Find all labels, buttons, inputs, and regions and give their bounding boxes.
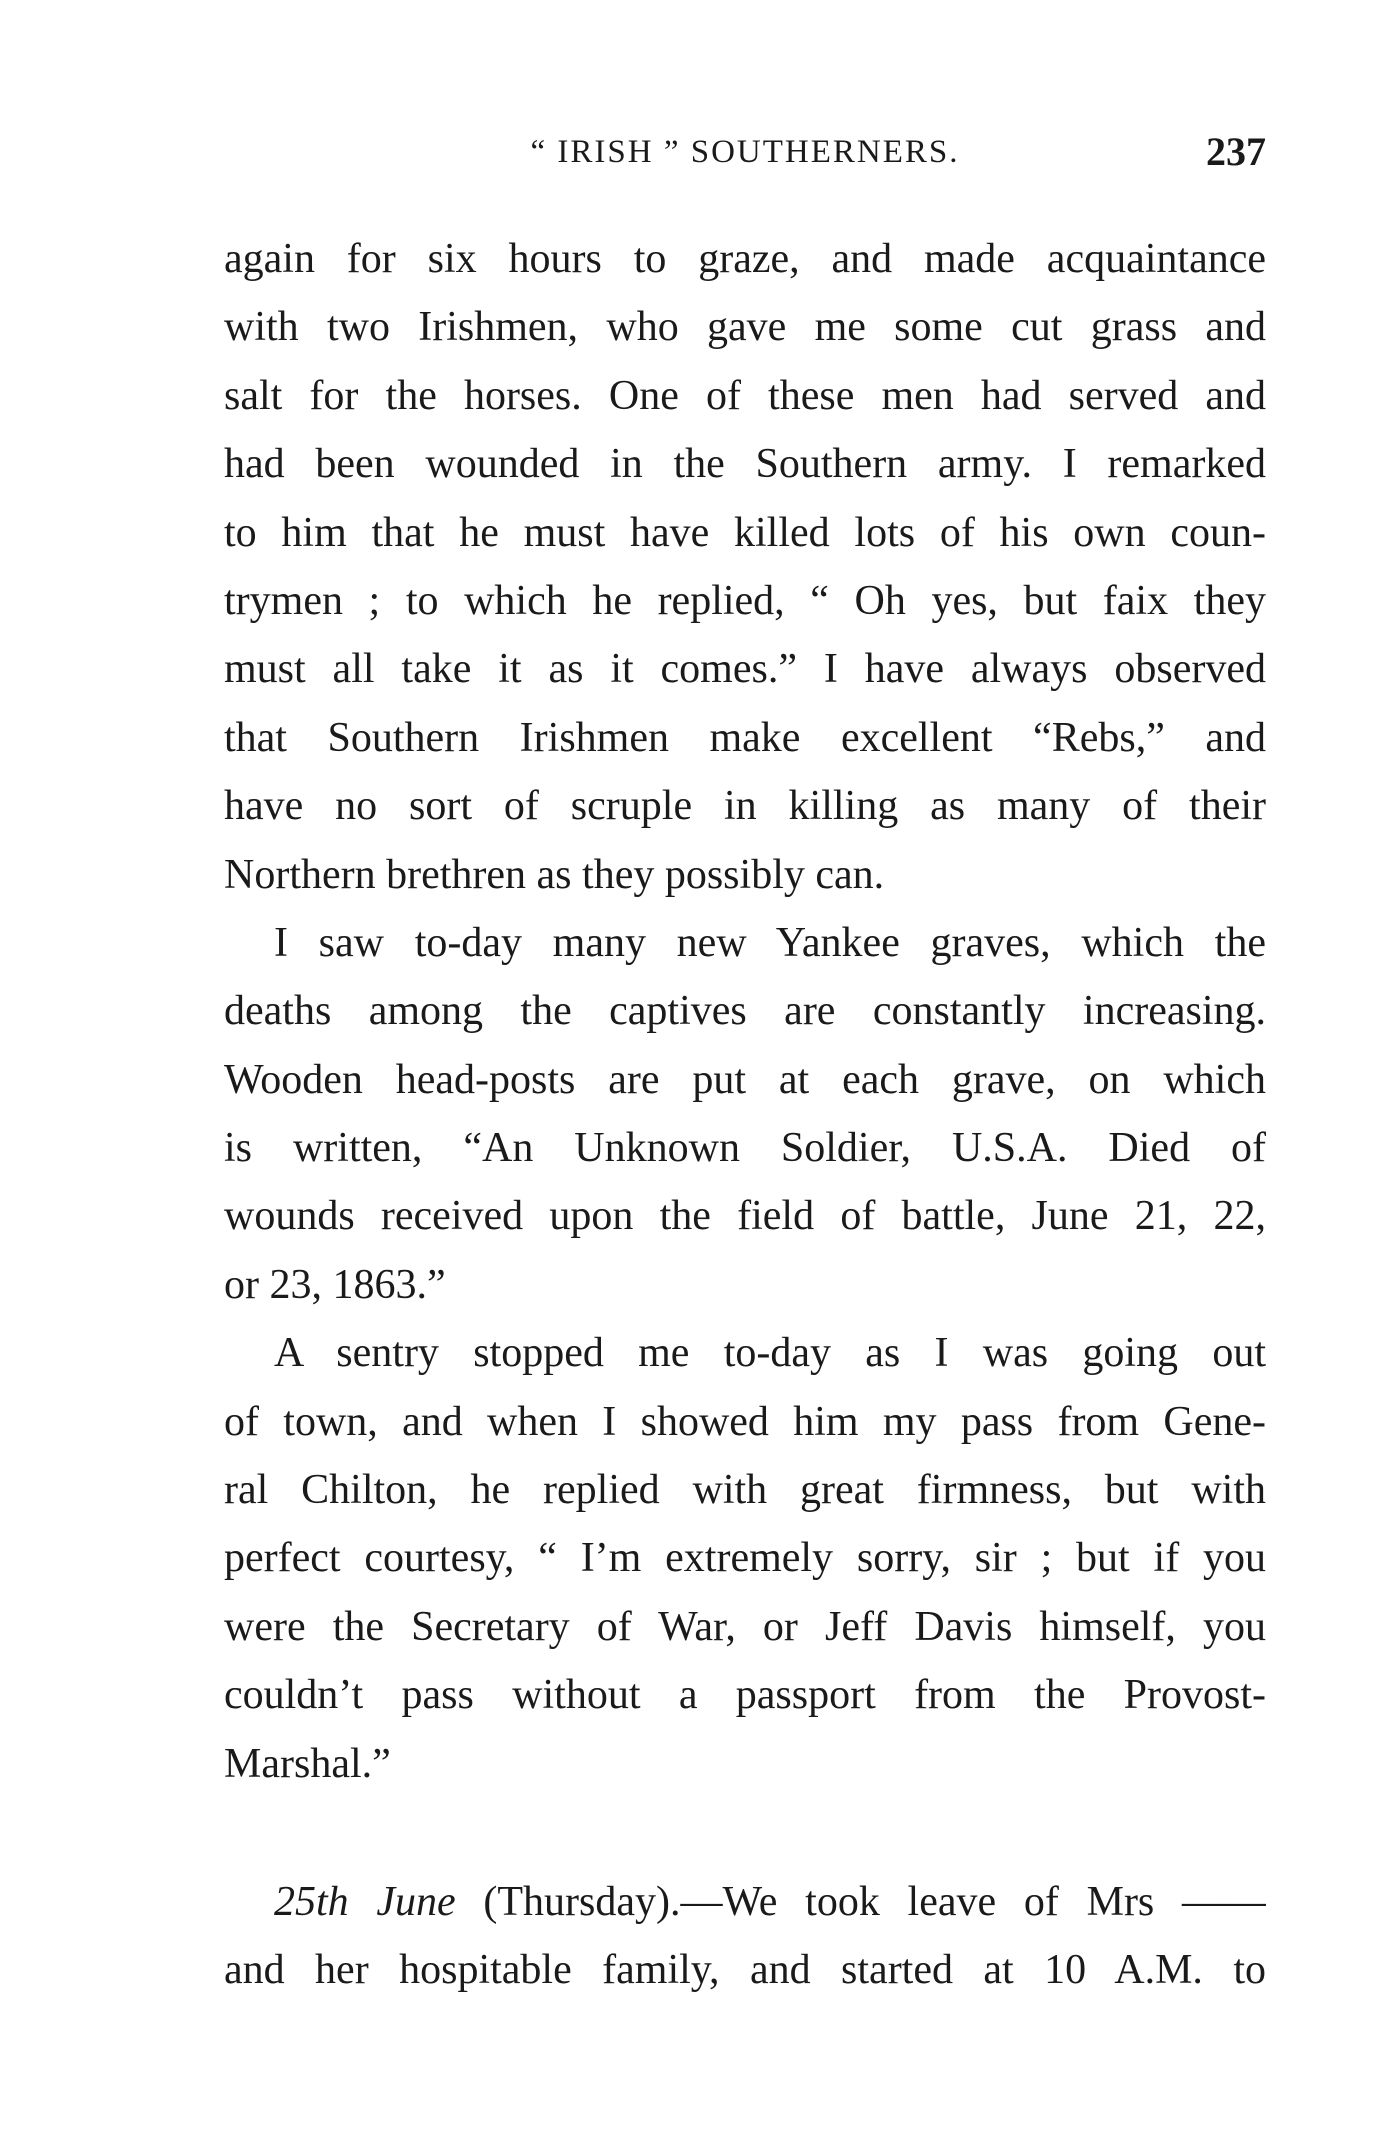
text-line: salt for the horses. One of these men had served and: [224, 372, 1266, 419]
text-line: Marshal.”: [224, 1740, 391, 1787]
text-line: perfect courtesy, “ I’m extremely sorry, sir ; but if you: [224, 1535, 1266, 1582]
text-line: with two Irishmen, who gave me some cut grass and: [224, 304, 1266, 351]
text-line: or 23, 1863.”: [224, 1261, 446, 1308]
text-line: of town, and when I showed him my pass from Gene-: [224, 1398, 1266, 1445]
running-head: [224, 128, 1266, 188]
text-line: and her hospitable family, and started at 10 A.M. to: [224, 1947, 1266, 1994]
text-line: I saw to-day many new Yankee graves, which the: [274, 919, 1266, 966]
text-line: must all take it as it comes.” I have always observed: [224, 646, 1266, 693]
page-number: 237: [1206, 129, 1266, 174]
diary-date-rest: (Thursday).—We took leave of Mrs ——: [455, 1878, 1266, 1925]
text-line: to him that he must have killed lots of his own coun-: [224, 509, 1266, 556]
text-line: couldn’t pass without a passport from the Provost-: [224, 1672, 1266, 1719]
text-line: that Southern Irishmen make excellent “Rebs,” and: [224, 714, 1266, 761]
text-line: have no sort of scruple in killing as many of their: [224, 783, 1266, 830]
text-line: deaths among the captives are constantly increasing.: [224, 988, 1266, 1035]
text-line: A sentry stopped me to-day as I was going out: [274, 1330, 1266, 1377]
text-line: wounds received upon the field of battle, June 21, 22,: [224, 1193, 1266, 1240]
running-title: “ IRISH ” SOUTHERNERS.: [530, 134, 960, 170]
section-gap: [224, 1798, 1266, 1868]
text-line: trymen ; to which he replied, “ Oh yes, but faix they: [224, 577, 1266, 624]
diary-date: 25th June: [274, 1878, 456, 1925]
body-text: [224, 225, 1266, 2005]
text-line: Northern brethren as they possibly can.: [224, 851, 885, 898]
text-line: were the Secretary of War, or Jeff Davis himself, you: [224, 1603, 1266, 1650]
diary-entry-heading-line: [224, 1868, 1266, 1936]
text-line: Wooden head-posts are put at each grave, on which: [224, 1056, 1266, 1103]
text-line: again for six hours to graze, and made acquaintance: [224, 236, 1266, 282]
text-line: ral Chilton, he replied with great firmness, but with: [224, 1467, 1266, 1514]
text-line: is written, “An Unknown Soldier, U.S.A. Died of: [224, 1125, 1266, 1172]
text-line: had been wounded in the Southern army. I remarked: [224, 441, 1266, 488]
